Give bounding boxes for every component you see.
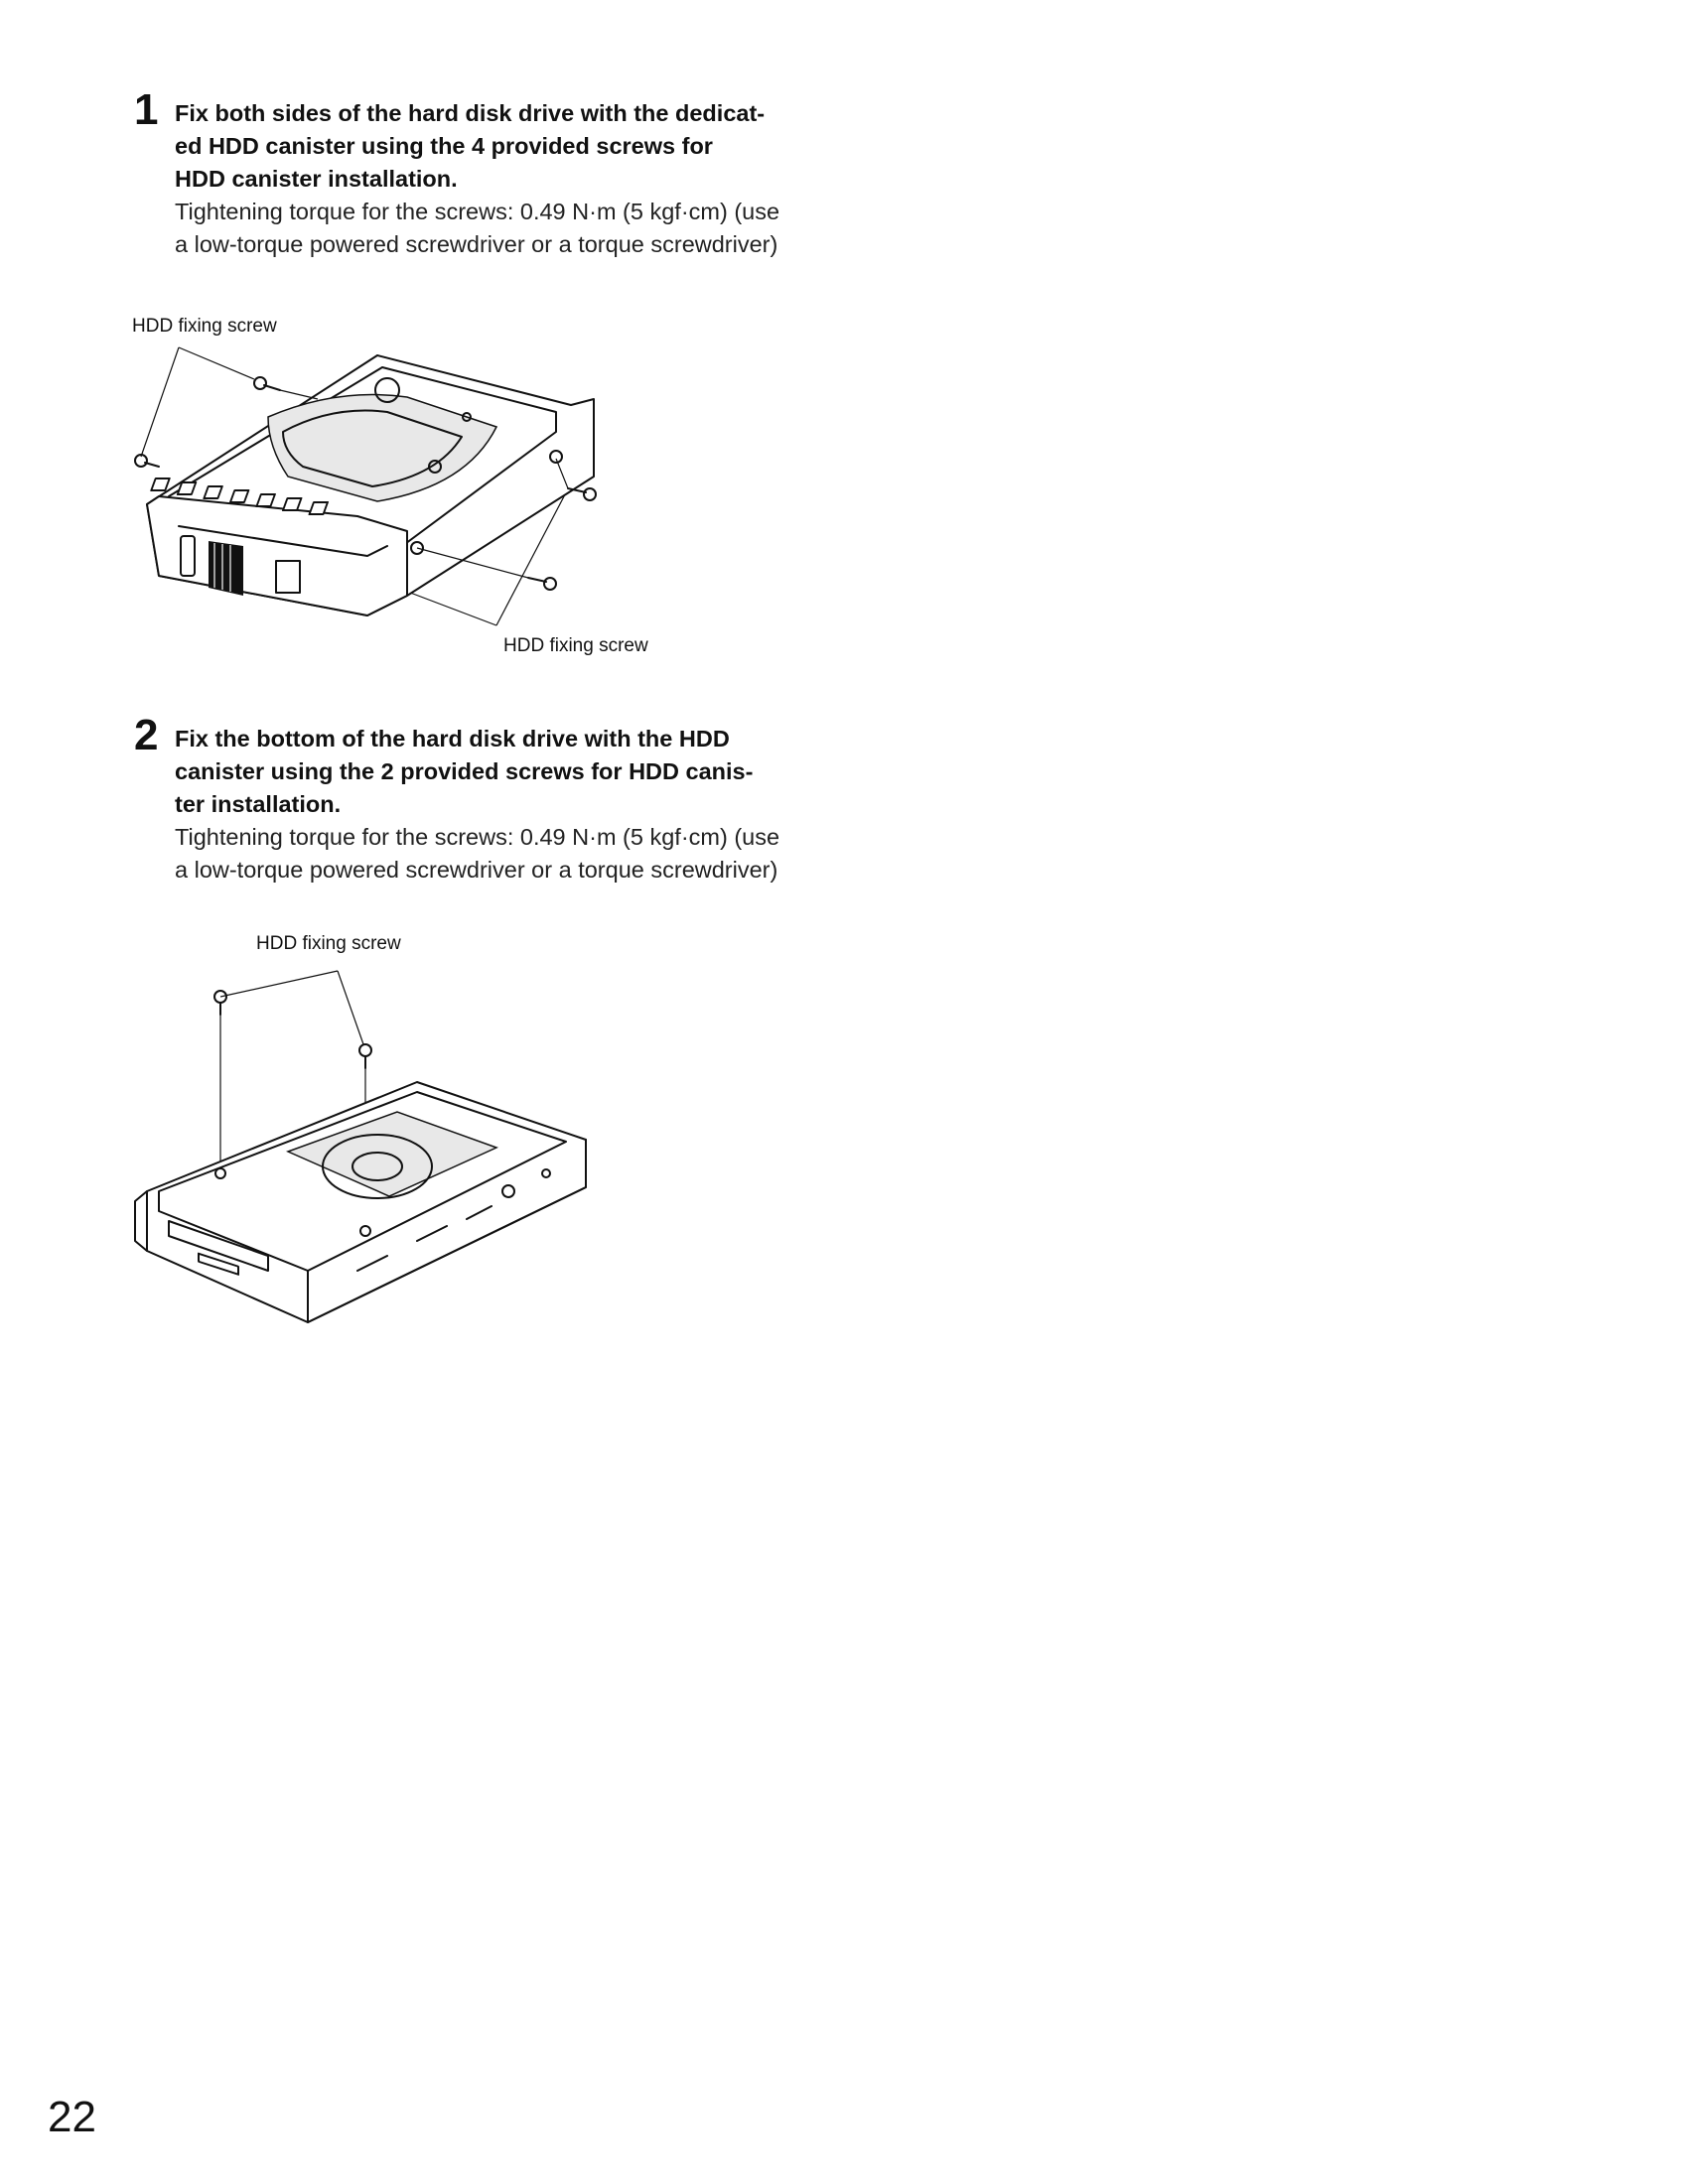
step-title [175,723,834,821]
callout-hdd-fixing-screw-bottom: HDD fixing screw [503,635,648,656]
step-title-line: ter installation. [175,791,342,817]
step-1 [134,85,834,261]
torque-note-line: a low-torque powered screwdriver or a torque screwdriver) [175,231,778,257]
step-title-line: Fix the bottom of the hard disk drive with the HDD [175,726,730,751]
step-title [175,97,834,196]
step-number: 2 [134,711,159,759]
step-title-line: canister using the 2 provided screws for HDD canis- [175,758,754,784]
callout-hdd-fixing-screw-top: HDD fixing screw [132,316,277,337]
torque-note-line: a low-torque powered screwdriver or a torque screwdriver) [175,857,778,883]
step-title-line: Fix both sides of the hard disk drive with the dedicat- [175,100,766,126]
page-number: 22 [48,2093,96,2141]
hdd-canister-side-screws-illustration [119,328,695,645]
torque-note [175,196,834,261]
step-title-line: ed HDD canister using the 4 provided screws for [175,133,713,159]
torque-note-line: Tightening torque for the screws: 0.49 N·m (5 kgf·cm) (use [175,199,780,224]
torque-note-line: Tightening torque for the screws: 0.49 N·m (5 kgf·cm) (use [175,824,780,850]
step-title-line: HDD canister installation. [175,166,458,192]
step-number: 1 [134,85,159,134]
hdd-canister-bottom-screws-illustration [129,953,606,1340]
step-2 [134,711,834,887]
callout-hdd-fixing-screw: HDD fixing screw [256,933,401,954]
torque-note [175,821,834,887]
